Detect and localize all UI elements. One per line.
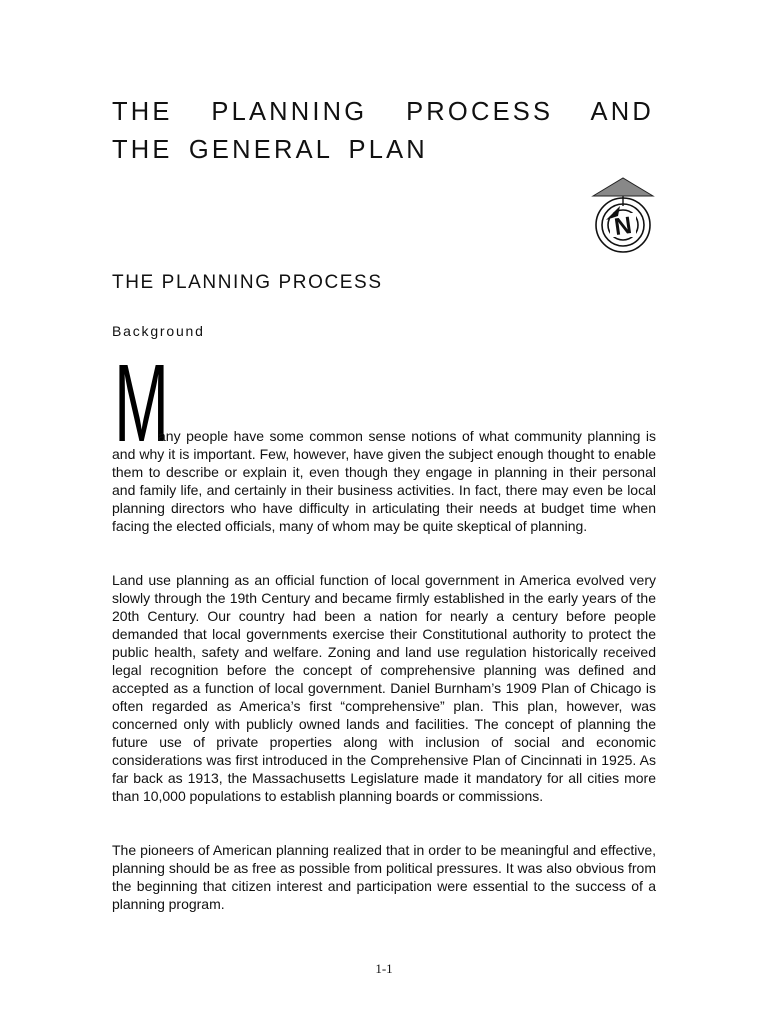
subsection-heading: Background bbox=[112, 323, 205, 339]
page-title: THE PLANNING PROCESS AND THE GENERAL PLAN bbox=[112, 98, 654, 164]
logo-letter: N bbox=[612, 211, 634, 242]
paragraph-1: any people have some common sense notions of what community planning is and why it is important. Few, however, have given the subject enough thought to enable them to describe or explain it, even though they engage in planning in their personal and family life, and certainly in their business activities. In fact, there may even be local planning directors who have difficulty in articulating their needs at budget time when facing the elected officials, many of whom may be quite skeptical of planning. bbox=[112, 428, 656, 534]
paragraph-3: The pioneers of American planning realized that in order to be meaningful and effective, planning should be as free as possible from political pressures. It was also obvious from the beginning that citizen interest and participation were essential to the success of a planning program. bbox=[112, 842, 656, 912]
paragraph-2: Land use planning as an official function of local government in America evolved very slowly through the 19th Century and became firmly established in the early years of the 20th Century. Our country had been a nation for nearly a century before people demanded that local governments exercise their Constitutional authority to protect the public health, safety and welfare. Zoning and land use regulation historically received legal recognition before the concept of comprehensive planning was defined and accepted as a function of local government. Daniel Burnham’s 1909 Plan of Chicago is often regarded as America’s first “comprehensive” plan. This plan, however, was concerned only with publicly owned lands and facilities. The concept of planning the future use of private properties along with inclusion of social and economic considerations was first introduced in the Comprehensive Plan of Cincinnati in 1925. As far back as 1913, the Massachusetts Legislature made it mandatory for all cities more than 10,000 populations to establish planning boards or commissions. bbox=[112, 572, 656, 804]
planning-compass-logo-icon bbox=[590, 176, 660, 254]
drop-cap-letter: M bbox=[114, 342, 169, 465]
page-number: 1-1 bbox=[375, 961, 393, 976]
section-heading: THE PLANNING PROCESS bbox=[112, 272, 383, 293]
